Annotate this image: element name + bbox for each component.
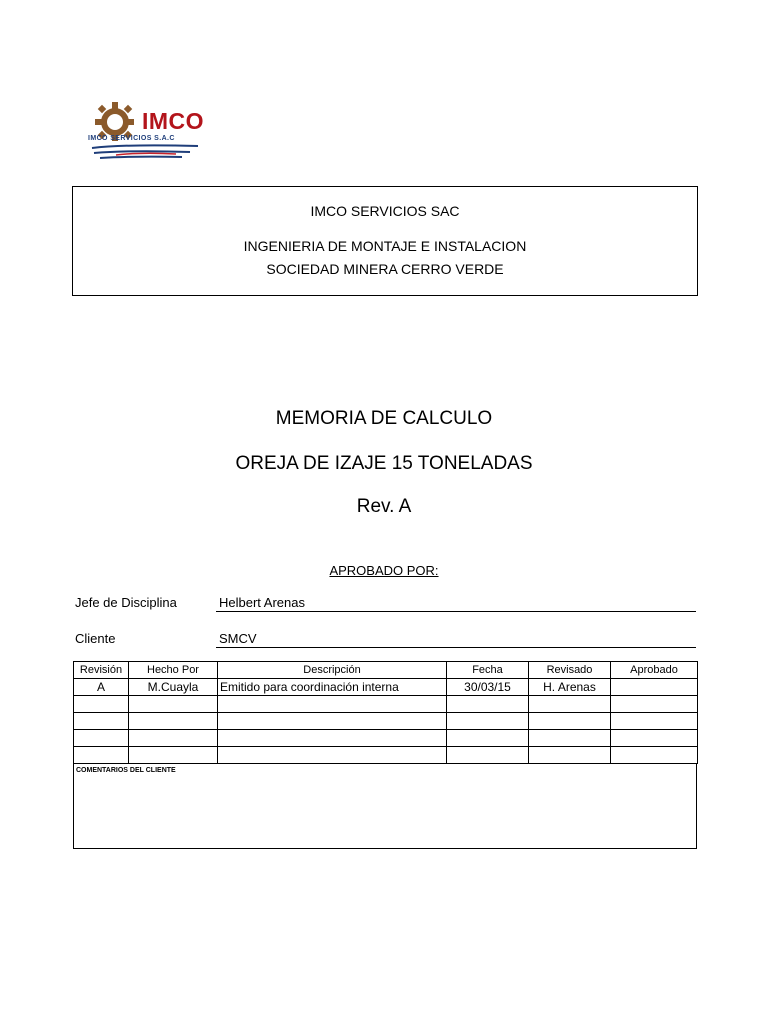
table-cell <box>529 696 611 713</box>
column-header-approved: Aprobado <box>611 662 698 679</box>
table-cell <box>129 730 218 747</box>
table-cell <box>218 730 447 747</box>
table-cell <box>447 696 529 713</box>
table-cell: 30/03/15 <box>447 679 529 696</box>
table-cell <box>74 730 129 747</box>
table-cell <box>218 747 447 764</box>
document-title: MEMORIA DE CALCULO <box>275 408 493 429</box>
company-name: IMCO SERVICIOS SAC <box>310 203 460 219</box>
table-cell <box>447 747 529 764</box>
header-line-2: INGENIERIA DE MONTAJE E INSTALACION <box>243 238 527 254</box>
table-cell <box>611 679 698 696</box>
table-cell <box>129 747 218 764</box>
document-revision: Rev. A <box>356 496 412 517</box>
company-logo <box>86 100 210 166</box>
revision-table <box>73 661 698 764</box>
table-cell: H. Arenas <box>529 679 611 696</box>
table-row <box>74 730 698 747</box>
table-row <box>74 747 698 764</box>
column-header-made-by: Hecho Por <box>129 662 218 679</box>
table-cell <box>529 747 611 764</box>
column-header-description: Descripción <box>218 662 447 679</box>
logo-subtitle: IMCO SERVICIOS S.A.C <box>88 135 175 142</box>
field-value-discipline: Helbert Arenas <box>219 595 305 610</box>
table-cell <box>129 696 218 713</box>
table-cell <box>529 730 611 747</box>
column-header-reviewed: Revisado <box>529 662 611 679</box>
signature-line <box>216 647 696 648</box>
signature-line <box>216 611 696 612</box>
table-cell <box>74 747 129 764</box>
table-cell <box>129 713 218 730</box>
logo-name: IMCO <box>142 108 205 134</box>
document-subject: OREJA DE IZAJE 15 TONELADAS <box>235 453 533 474</box>
field-value-client: SMCV <box>219 631 257 646</box>
client-comments-box <box>73 763 697 849</box>
column-header-date: Fecha <box>447 662 529 679</box>
table-cell <box>611 713 698 730</box>
table-cell <box>74 713 129 730</box>
table-cell: A <box>74 679 129 696</box>
table-cell: Emitido para coordinación interna <box>218 679 447 696</box>
table-cell <box>611 730 698 747</box>
table-cell <box>447 730 529 747</box>
table-cell <box>611 696 698 713</box>
header-box <box>72 186 698 296</box>
table-header-row <box>74 662 698 679</box>
column-header-revision: Revisión <box>74 662 129 679</box>
table-cell <box>529 713 611 730</box>
table-cell <box>74 696 129 713</box>
table-row <box>74 713 698 730</box>
field-label-discipline: Jefe de Disciplina <box>75 595 177 610</box>
table-cell <box>218 713 447 730</box>
field-label-client: Cliente <box>75 631 116 646</box>
client-comments-label: COMENTARIOS DEL CLIENTE <box>76 767 176 774</box>
table-cell: M.Cuayla <box>129 679 218 696</box>
table-cell <box>218 696 447 713</box>
header-line-3: SOCIEDAD MINERA CERRO VERDE <box>266 261 504 277</box>
table-cell <box>447 713 529 730</box>
approved-by-label: APROBADO POR: <box>329 563 439 578</box>
table-row <box>74 696 698 713</box>
table-cell <box>611 747 698 764</box>
table-row <box>74 679 698 696</box>
